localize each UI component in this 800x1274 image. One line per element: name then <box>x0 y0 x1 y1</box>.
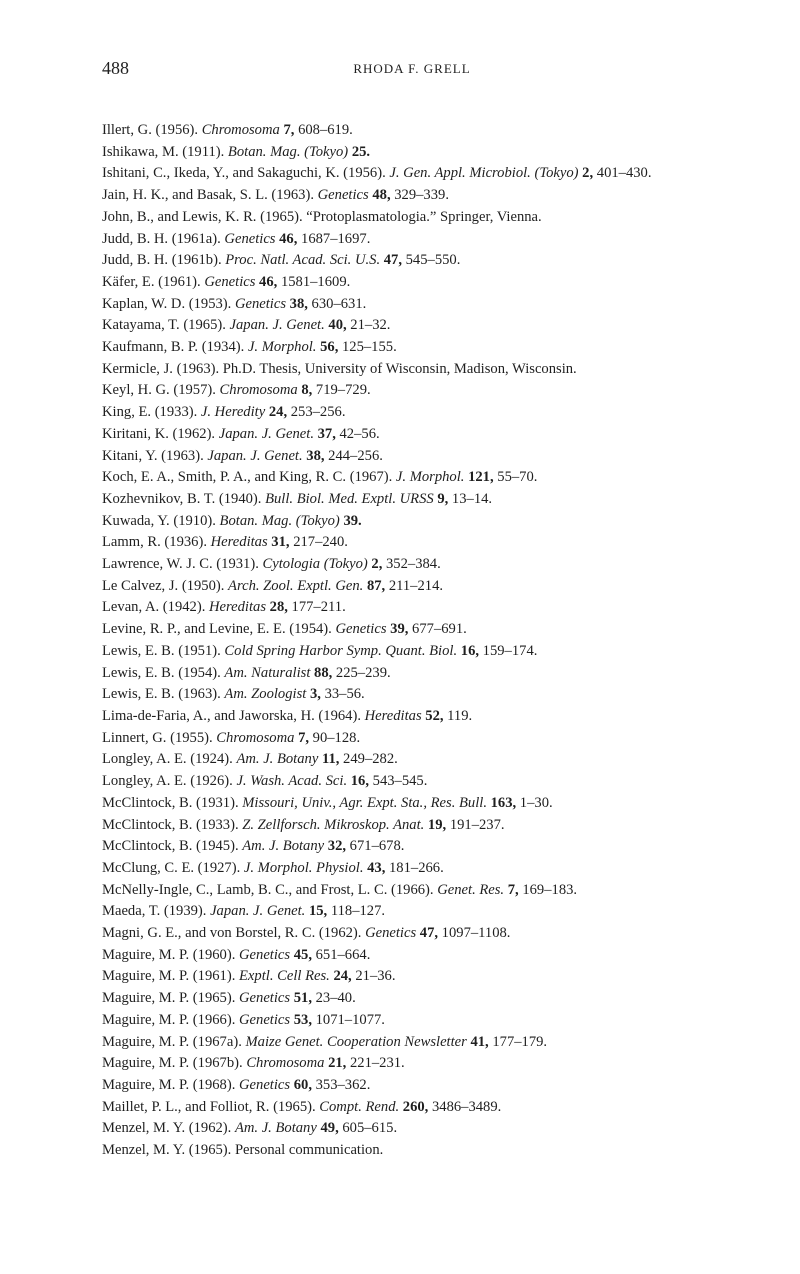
reference-pages: 211–214. <box>385 577 444 594</box>
reference-authors: Lima-de-Faria, A., and Jaworska, H. (1964). <box>102 707 365 724</box>
reference-volume: 121, <box>464 469 494 486</box>
reference-volume: 25. <box>348 143 371 160</box>
reference-authors: Judd, B. H. (1961b). <box>102 252 226 269</box>
reference-pages: 608–619. <box>294 122 353 138</box>
reference-authors: Maguire, M. P. (1965). <box>102 990 240 1007</box>
reference-journal: J. Morphol. Physiol. <box>243 859 364 876</box>
reference-entry <box>102 207 752 229</box>
reference-entry <box>102 120 752 142</box>
reference-pages: 1071–1077. <box>311 1011 385 1028</box>
reference-pages: 181–266. <box>385 859 444 876</box>
reference-entry <box>102 1118 752 1140</box>
reference-entry <box>102 359 752 381</box>
reference-journal: Cold Spring Harbor Symp. Quant. Biol. <box>224 642 458 659</box>
reference-journal: J. Morphol. <box>247 339 317 356</box>
reference-pages: 90–128. <box>309 729 361 746</box>
reference-journal: Am. J. Botany <box>234 1120 317 1137</box>
reference-authors: Le Calvez, J. (1950). <box>102 577 229 594</box>
reference-volume: 260, <box>399 1098 429 1115</box>
reference-volume: 28, <box>266 599 288 616</box>
reference-pages: 401–430. <box>593 165 652 182</box>
reference-volume: 31, <box>267 534 290 551</box>
reference-pages: 630–631. <box>307 295 367 312</box>
reference-journal: Genetics <box>239 1076 291 1093</box>
reference-authors: Levan, A. (1942). <box>102 599 209 616</box>
reference-pages: 605–615. <box>338 1120 398 1137</box>
reference-entry <box>102 272 752 294</box>
running-head: RHODA F. GRELL <box>353 61 471 76</box>
reference-volume: 163, <box>486 794 517 811</box>
reference-volume: 56, <box>316 339 339 356</box>
reference-entry <box>102 728 752 750</box>
reference-pages: 543–545. <box>369 773 428 790</box>
reference-entry <box>102 337 752 359</box>
reference-entry <box>102 749 752 771</box>
reference-journal: Genetics <box>224 230 276 247</box>
reference-pages: 225–239. <box>332 664 391 681</box>
reference-journal: Am. J. Botany <box>242 838 325 855</box>
reference-pages: 1–30. <box>516 794 553 811</box>
reference-entry <box>102 142 752 164</box>
reference-entry <box>102 1053 752 1075</box>
reference-entry <box>102 380 752 402</box>
reference-pages: 159–174. <box>479 642 538 659</box>
reference-volume: 7, <box>279 122 295 138</box>
reference-entry <box>102 966 752 988</box>
reference-authors: McClintock, B. (1931). <box>102 794 243 811</box>
reference-pages: 118–127. <box>327 903 386 920</box>
reference-entry <box>102 706 752 728</box>
reference-authors: Illert, G. (1956). <box>102 122 202 138</box>
reference-journal: Compt. Rend. <box>319 1098 400 1115</box>
reference-entry <box>102 793 752 815</box>
reference-journal: Genetics <box>365 925 417 942</box>
reference-authors: Maguire, M. P. (1968). <box>102 1076 240 1093</box>
reference-pages: 1097–1108. <box>438 925 511 942</box>
reference-entry <box>102 229 752 251</box>
reference-journal: Am. J. Botany <box>236 751 319 768</box>
reference-journal: Chromosoma <box>246 1055 325 1072</box>
reference-pages: 169–183. <box>518 881 578 898</box>
reference-journal: Genetics <box>239 1011 291 1028</box>
reference-pages: 119. <box>443 707 473 724</box>
reference-entry <box>102 663 752 685</box>
reference-volume: 38, <box>302 447 325 464</box>
reference-authors: Ishitani, C., Ikeda, Y., and Sakaguchi, K. (1956). <box>102 165 390 182</box>
reference-journal: Am. Zoologist <box>224 686 307 703</box>
reference-authors: Lewis, E. B. (1954). <box>102 664 225 681</box>
reference-volume: 49, <box>316 1120 339 1137</box>
reference-volume: 52, <box>421 707 444 724</box>
reference-entry <box>102 424 752 446</box>
reference-entry <box>102 836 752 858</box>
reference-pages: 13–14. <box>448 490 493 507</box>
reference-volume: 40, <box>324 317 347 334</box>
reference-authors: Maguire, M. P. (1966). <box>102 1011 240 1028</box>
reference-volume: 15, <box>305 903 328 920</box>
reference-entry <box>102 294 752 316</box>
reference-volume: 16, <box>347 773 369 790</box>
reference-pages: 1581–1609. <box>277 273 351 290</box>
reference-journal: Botan. Mag. (Tokyo) <box>227 143 349 160</box>
reference-entry <box>102 402 752 424</box>
reference-entry <box>102 511 752 533</box>
reference-pages: 244–256. <box>324 447 383 464</box>
reference-journal: Genet. Res. <box>437 881 505 898</box>
reference-journal: Japan. J. Genet. <box>229 317 325 334</box>
reference-authors: Keyl, H. G. (1957). <box>102 382 220 399</box>
reference-volume: 53, <box>290 1011 312 1028</box>
reference-authors: Longley, A. E. (1924). <box>102 751 237 768</box>
reference-journal: Am. Naturalist <box>224 664 311 681</box>
reference-volume: 32, <box>324 838 347 855</box>
reference-authors: Maguire, M. P. (1967b). <box>102 1055 247 1072</box>
reference-journal: Arch. Zool. Exptl. Gen. <box>228 577 364 594</box>
reference-journal: Genetics <box>204 273 256 290</box>
reference-journal: Chromosoma <box>216 729 295 746</box>
reference-pages: 1687–1697. <box>297 230 371 247</box>
reference-list <box>102 120 752 1162</box>
reference-volume: 46, <box>275 230 298 247</box>
reference-pages: 21–36. <box>351 968 396 985</box>
reference-authors: Levine, R. P., and Levine, E. E. (1954). <box>102 621 336 638</box>
reference-authors: Maguire, M. P. (1967a). <box>102 1033 246 1050</box>
reference-journal: Hereditas <box>210 534 268 551</box>
reference-volume: 47, <box>380 252 402 269</box>
reference-journal: Missouri, Univ., Agr. Expt. Sta., Res. Bull. <box>242 794 487 811</box>
reference-entry <box>102 923 752 945</box>
reference-volume: 60, <box>290 1076 312 1093</box>
reference-volume: 51, <box>290 990 312 1007</box>
page-number: 488 <box>102 58 129 78</box>
reference-journal: Japan. J. Genet. <box>218 425 314 442</box>
reference-volume: 11, <box>318 751 340 768</box>
reference-journal: Z. Zellforsch. Mikroskop. Anat. <box>242 816 425 833</box>
reference-authors: McClintock, B. (1945). <box>102 838 243 855</box>
reference-authors: Koch, E. A., Smith, P. A., and King, R. C. (1967). <box>102 469 396 486</box>
page-header <box>102 58 722 86</box>
reference-volume: 45, <box>290 946 312 963</box>
reference-volume: 48, <box>368 187 391 204</box>
reference-volume: 41, <box>466 1033 489 1050</box>
reference-authors: Jain, H. K., and Basak, S. L. (1963). <box>102 187 318 204</box>
reference-entry <box>102 554 752 576</box>
reference-journal: J. Gen. Appl. Microbiol. (Tokyo) <box>389 165 579 182</box>
reference-entry <box>102 467 752 489</box>
reference-volume: 8, <box>297 382 313 399</box>
reference-entry <box>102 988 752 1010</box>
reference-authors: Menzel, M. Y. (1965). Personal communication. <box>102 1142 384 1159</box>
reference-journal: Hereditas <box>209 599 267 616</box>
reference-authors: Magni, G. E., and von Borstel, R. C. (1962). <box>102 925 366 942</box>
reference-journal: Exptl. Cell Res. <box>239 968 330 985</box>
reference-authors: Lewis, E. B. (1963). <box>102 686 225 703</box>
reference-authors: Kuwada, Y. (1910). <box>102 512 220 529</box>
reference-entry <box>102 446 752 468</box>
reference-entry <box>102 945 752 967</box>
reference-authors: Longley, A. E. (1926). <box>102 773 237 790</box>
reference-pages: 651–664. <box>311 946 371 963</box>
reference-pages: 677–691. <box>408 621 467 638</box>
reference-journal: Genetics <box>317 187 369 204</box>
reference-pages: 719–729. <box>312 382 371 399</box>
reference-pages: 177–179. <box>488 1033 548 1050</box>
reference-entry <box>102 771 752 793</box>
reference-entry <box>102 641 752 663</box>
reference-pages: 3486–3489. <box>428 1098 502 1115</box>
reference-authors: McClung, C. E. (1927). <box>102 859 244 876</box>
reference-authors: Ishikawa, M. (1911). <box>102 143 228 160</box>
reference-pages: 217–240. <box>289 534 348 551</box>
reference-volume: 2, <box>578 165 594 182</box>
reference-journal: Genetics <box>335 621 387 638</box>
reference-volume: 43, <box>363 859 386 876</box>
reference-entry <box>102 315 752 337</box>
reference-authors: King, E. (1933). <box>102 404 201 421</box>
reference-volume: 47, <box>416 925 439 942</box>
reference-authors: Maguire, M. P. (1961). <box>102 968 240 985</box>
reference-authors: Kozhevnikov, B. T. (1940). <box>102 490 266 507</box>
reference-volume: 24, <box>265 404 288 421</box>
reference-entry <box>102 619 752 641</box>
reference-journal: J. Morphol. <box>395 469 465 486</box>
reference-volume: 7, <box>294 729 310 746</box>
reference-pages: 42–56. <box>335 425 380 442</box>
reference-journal: Proc. Natl. Acad. Sci. U.S. <box>225 252 381 269</box>
reference-pages: 177–211. <box>287 599 346 616</box>
reference-volume: 19, <box>424 816 447 833</box>
reference-pages: 352–384. <box>382 556 441 573</box>
reference-pages: 23–40. <box>311 990 356 1007</box>
reference-authors: Linnert, G. (1955). <box>102 729 217 746</box>
reference-pages: 329–339. <box>390 187 449 204</box>
reference-journal: Japan. J. Genet. <box>210 903 306 920</box>
reference-authors: Lewis, E. B. (1951). <box>102 642 225 659</box>
reference-pages: 353–362. <box>311 1076 371 1093</box>
reference-pages: 249–282. <box>339 751 398 768</box>
reference-entry <box>102 901 752 923</box>
reference-volume: 24, <box>329 968 352 985</box>
reference-volume: 7, <box>504 881 519 898</box>
reference-authors: Lamm, R. (1936). <box>102 534 211 551</box>
reference-authors: McClintock, B. (1933). <box>102 816 243 833</box>
reference-volume: 16, <box>457 642 480 659</box>
reference-entry <box>102 684 752 706</box>
reference-volume: 39. <box>339 512 362 529</box>
reference-journal: Cytologia (Tokyo) <box>262 556 368 573</box>
reference-volume: 3, <box>306 686 321 703</box>
reference-authors: Käfer, E. (1961). <box>102 273 205 290</box>
reference-volume: 37, <box>313 425 336 442</box>
reference-volume: 21, <box>324 1055 347 1072</box>
reference-authors: Maeda, T. (1939). <box>102 903 211 920</box>
reference-entry <box>102 815 752 837</box>
reference-journal: Maize Genet. Cooperation Newsletter <box>245 1033 467 1050</box>
reference-journal: Genetics <box>234 295 287 312</box>
reference-pages: 33–56. <box>320 686 365 703</box>
reference-journal: Genetics <box>239 990 291 1007</box>
reference-volume: 87, <box>363 577 386 594</box>
reference-entry <box>102 163 752 185</box>
reference-entry <box>102 185 752 207</box>
reference-authors: John, B., and Lewis, K. R. (1965). “Protoplasmatologia.” Springer, Vienna. <box>102 208 542 225</box>
reference-authors: Judd, B. H. (1961a). <box>102 230 225 247</box>
reference-pages: 671–678. <box>346 838 405 855</box>
reference-journal: J. Wash. Acad. Sci. <box>236 773 348 790</box>
reference-volume: 39, <box>386 621 409 638</box>
reference-entry <box>102 250 752 272</box>
reference-entry <box>102 1032 752 1054</box>
reference-journal: Botan. Mag. (Tokyo) <box>219 512 340 529</box>
reference-volume: 38, <box>286 295 308 312</box>
reference-authors: Menzel, M. Y. (1962). <box>102 1120 235 1137</box>
reference-journal: Chromosoma <box>201 122 280 138</box>
reference-authors: Maguire, M. P. (1960). <box>102 946 240 963</box>
reference-pages: 191–237. <box>446 816 505 833</box>
reference-journal: Chromosoma <box>219 382 298 399</box>
reference-volume: 88, <box>310 664 333 681</box>
reference-authors: McNelly-Ingle, C., Lamb, B. C., and Frost, L. C. (1966). <box>102 881 438 898</box>
reference-volume: 2, <box>367 556 383 573</box>
reference-entry <box>102 1140 752 1162</box>
reference-entry <box>102 1010 752 1032</box>
reference-pages: 21–32. <box>346 317 391 334</box>
reference-journal: Genetics <box>239 946 291 963</box>
reference-entry <box>102 1097 752 1119</box>
reference-entry <box>102 597 752 619</box>
reference-authors: Kaplan, W. D. (1953). <box>102 295 235 312</box>
reference-entry <box>102 532 752 554</box>
reference-volume: 46, <box>255 273 278 290</box>
reference-authors: Maillet, P. L., and Folliot, R. (1965). <box>102 1098 320 1115</box>
reference-pages: 545–550. <box>401 252 461 269</box>
reference-journal: Japan. J. Genet. <box>207 447 303 464</box>
reference-entry <box>102 858 752 880</box>
reference-journal: Hereditas <box>364 707 422 724</box>
reference-authors: Katayama, T. (1965). <box>102 317 230 334</box>
reference-authors: Kiritani, K. (1962). <box>102 425 219 442</box>
reference-entry <box>102 576 752 598</box>
reference-entry <box>102 880 752 902</box>
reference-pages: 125–155. <box>338 339 397 356</box>
reference-journal: Bull. Biol. Med. Exptl. URSS <box>265 490 434 507</box>
reference-entry <box>102 489 752 511</box>
reference-authors: Kitani, Y. (1963). <box>102 447 208 464</box>
reference-authors: Kermicle, J. (1963). Ph.D. Thesis, University of Wisconsin, Madison, Wisconsin. <box>102 360 577 377</box>
reference-journal: J. Heredity <box>200 404 266 421</box>
reference-pages: 221–231. <box>346 1055 405 1072</box>
reference-authors: Lawrence, W. J. C. (1931). <box>102 556 263 573</box>
reference-volume: 9, <box>433 490 449 507</box>
reference-pages: 253–256. <box>287 404 346 421</box>
reference-pages: 55–70. <box>493 469 538 486</box>
reference-authors: Kaufmann, B. P. (1934). <box>102 339 248 356</box>
reference-entry <box>102 1075 752 1097</box>
